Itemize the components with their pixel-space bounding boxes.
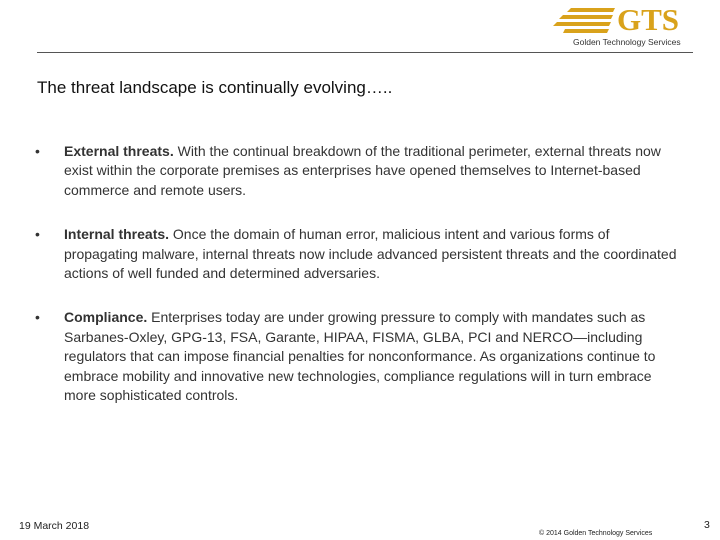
company-logo [553, 4, 693, 50]
bullet-lead: Compliance. [64, 309, 148, 326]
bullet-marker: • [35, 143, 40, 159]
page-number: 3 [704, 519, 710, 531]
bullet-text: Once the domain of human error, malicious intent and various forms of propagating malware, internal threats now include advanced persistent threats and the coordinated actions of well funded and determined adversaries. [64, 226, 677, 282]
bullet-item-internal-threats [35, 225, 685, 283]
bullet-lead: External threats. [64, 143, 174, 159]
bullet-text: With the continual breakdown of the traditional perimeter, external threats now exist within the corporate premises as enterprises have opened themselves to Internet-based commerce and remote users. [64, 143, 661, 198]
bullet-marker: • [35, 226, 40, 243]
bullet-marker: • [35, 309, 40, 326]
logo-subtitle: Golden Technology Services [573, 37, 681, 47]
gts-speed-lines-icon [553, 6, 617, 34]
bullet-item-compliance [35, 308, 685, 405]
footer-copyright: © 2014 Golden Technology Services [539, 530, 653, 537]
footer-date: 19 March 2018 [19, 520, 90, 532]
logo-text: GTS [617, 2, 680, 37]
bullet-lead: Internal threats. [64, 226, 170, 243]
bullet-list [35, 142, 685, 405]
bullet-text: Enterprises today are under growing pressure to comply with mandates such as Sarbanes-Oxley, GPG-13, FSA, Garante, HIPAA, FISMA, GLBA, PCI and NERCO—including regulators that can impose financial penalties for nonconformance. As organizations continue to embrace mobility and innovative new technologies, compliance regulations will in turn embrace more sophisticated controls. [64, 309, 656, 404]
bullet-item-external-threats [35, 142, 685, 200]
slide-title: The threat landscape is continually evolving….. [37, 78, 393, 97]
header-divider [37, 52, 693, 53]
